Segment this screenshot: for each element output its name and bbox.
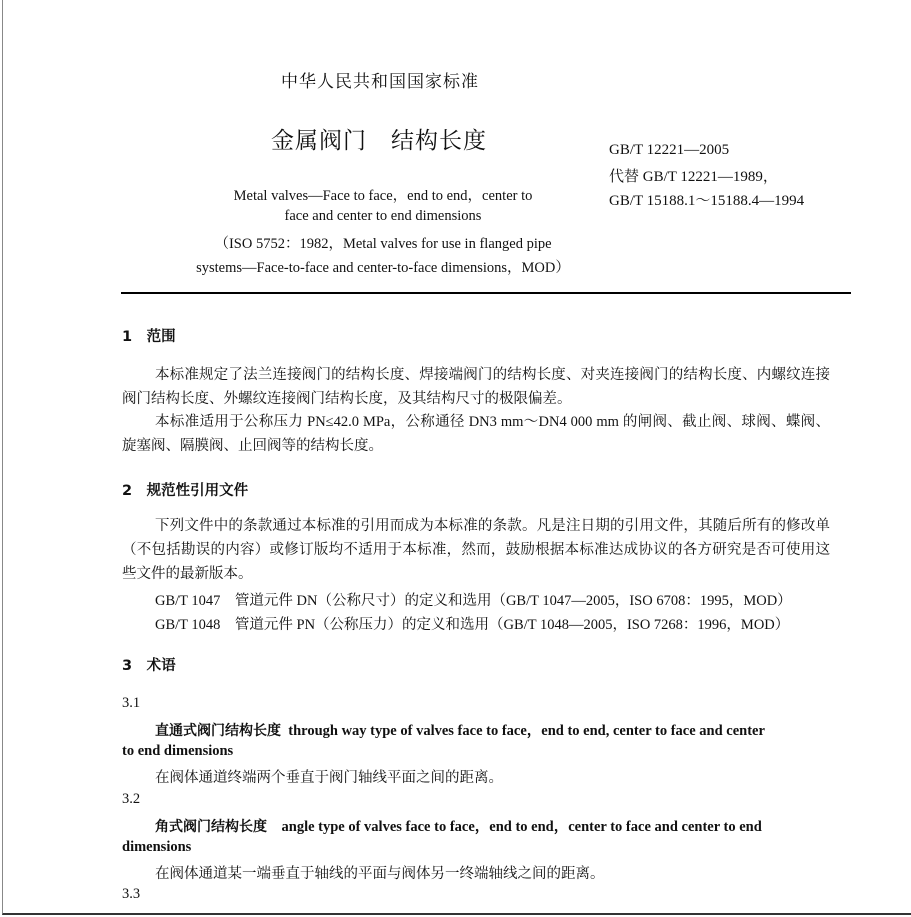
paragraph: 本标准规定了法兰连接阀门的结构长度、焊接端阀门的结构长度、对夹连接阀门的结构长度、内螺纹连接阀门结构长度、外螺纹连接阀门结构长度，及其结构尺寸的极限偏差。 — [122, 367, 830, 407]
paragraph: 本标准适用于公称压力 PN≤42.0 MPa，公称通径 DN3 mm～DN4 000 mm 的闸阀、截止阀、球阀、蝶阀、旋塞阀、隔膜阀、止回阀等的结构长度。 — [122, 414, 830, 454]
english-title-line: （ISO 5752：1982，Metal valves for use in flanged pipe — [214, 236, 552, 252]
term-number: 3.2 — [122, 791, 141, 807]
section-heading: 1 范围 — [122, 329, 176, 345]
term-en: to end dimensions — [122, 743, 234, 759]
term-title — [155, 815, 762, 836]
term-cn: 直通式阀门结构长度 — [155, 723, 281, 739]
section-heading: 3 术语 — [122, 658, 176, 674]
section-heading: 2 规范性引用文件 — [122, 483, 249, 499]
term-en-cont — [122, 743, 233, 760]
term-en-cont — [122, 839, 191, 856]
national-standard-label: 中华人民共和国国家标准 — [281, 72, 479, 92]
term-number: 3.3 — [122, 886, 141, 902]
english-title-line: Metal valves—Face to face，end to end，center to — [233, 188, 533, 204]
term-number: 3.1 — [122, 695, 141, 711]
term-en: through way type of valves face to face，end to end, center to face and center — [288, 723, 765, 739]
reference-item: GB/T 1047 管道元件 DN（公称尺寸）的定义和选用（GB/T 1047—2005，ISO 6708：1995，MOD） — [155, 593, 792, 609]
english-title-line: systems—Face-to-face and center-to-face dimensions，MOD） — [196, 260, 570, 276]
document-title: 金属阀门 结构长度 — [271, 128, 487, 154]
term-en: angle type of valves face to face，end to end，center to face and center to end — [281, 819, 762, 835]
term-definition: 在阀体通道某一端垂直于轴线的平面与阀体另一终端轴线之间的距离。 — [155, 866, 605, 882]
reference-item: GB/T 1048 管道元件 PN（公称压力）的定义和选用（GB/T 1048—2005，ISO 7268：1996，MOD） — [155, 617, 790, 633]
document-page — [2, 0, 911, 915]
header-rule — [121, 292, 851, 294]
term-en: dimensions — [122, 839, 192, 855]
paragraph: 下列文件中的条款通过本标准的引用而成为本标准的条款。凡是注日期的引用文件，其随后所有的修改单（不包括勘误的内容）或修订版均不适用于本标准，然而，鼓励根据本标准达成协议的各方研究是否可使用这些文件的最新版本。 — [122, 518, 830, 582]
term-definition: 在阀体通道终端两个垂直于阀门轴线平面之间的距离。 — [155, 770, 503, 786]
replaces-standard: GB/T 15188.1～15188.4—1994 — [609, 193, 805, 209]
english-title-line: face and center to end dimensions — [284, 208, 482, 224]
standard-number: GB/T 12221—2005 — [609, 142, 730, 158]
replaces-standard: 代替 GB/T 12221—1989， — [609, 169, 778, 185]
term-title — [155, 719, 765, 740]
term-cn: 角式阀门结构长度 — [155, 819, 267, 835]
